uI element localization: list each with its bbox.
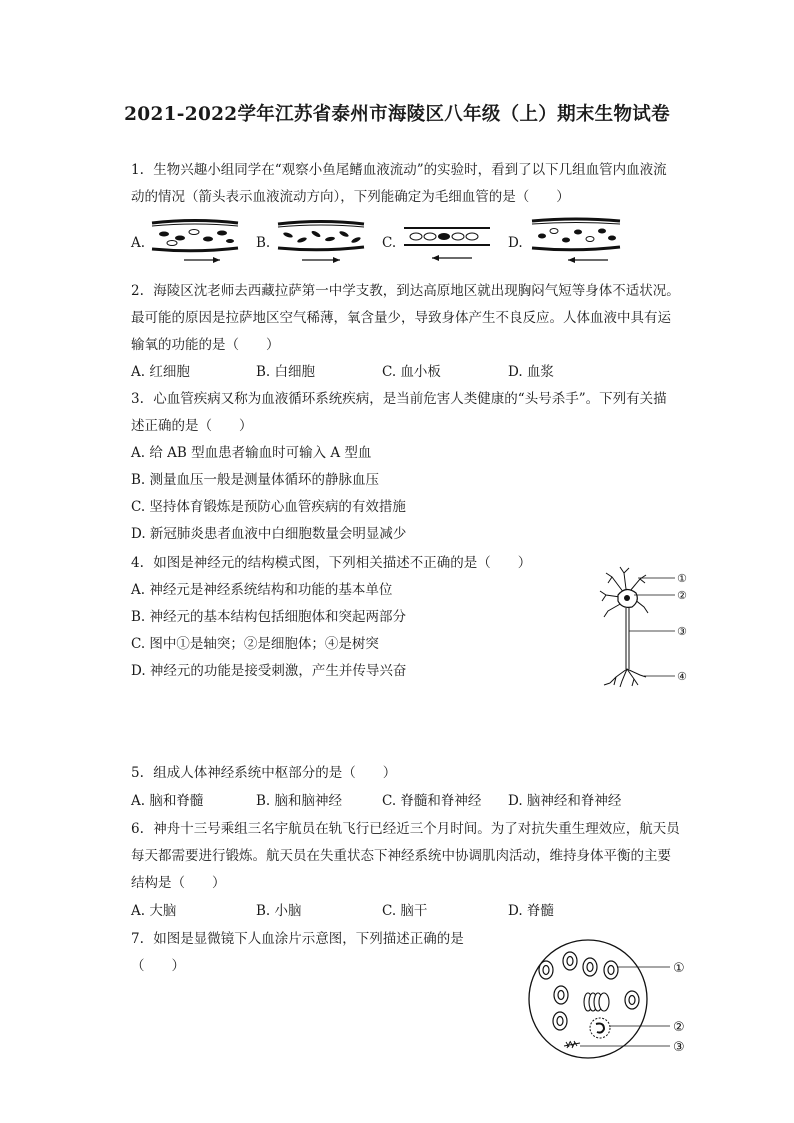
q1-line-2: 动的情况（箭头表示血液流动方向），下列能确定为毛细血管的是（ ）: [131, 189, 570, 205]
q6-line-1: 6. 神舟十三号乘组三名宇航员在轨飞行已经近三个月时间。为了对抗失重生理效应，航天员: [131, 821, 680, 837]
q2-line-1: 2. 海陵区沈老师去西藏拉萨第一中学支教，到达高原地区就出现胸闷气短等身体不适状况。: [131, 283, 680, 299]
q2-line-2: 最可能的原因是拉萨地区空气稀薄，氧含量少，导致身体产生不良反应。人体血液中具有运: [131, 310, 671, 326]
q1-vessel-c-figure: [402, 218, 492, 266]
q2-option-c: C. 血小板: [382, 364, 441, 380]
q5-option-c: C. 脊髓和脊神经: [382, 793, 482, 809]
q1-vessel-b-figure: [276, 218, 366, 266]
q3-option-b: B. 测量血压一般是测量体循环的静脉血压: [131, 472, 380, 488]
q5-option-d: D. 脑神经和脊神经: [508, 793, 622, 809]
q4-option-d: D. 神经元的功能是接受刺激，产生并传导兴奋: [131, 663, 407, 679]
q4-line-1: 4. 如图是神经元的结构模式图，下列相关描述不正确的是（ ）: [131, 555, 532, 571]
q6-option-c: C. 脑干: [382, 903, 428, 919]
q4-option-b: B. 神经元的基本结构包括细胞体和突起两部分: [131, 609, 407, 625]
q4-label-3: ③: [677, 625, 687, 638]
q5-number: 5.: [131, 765, 144, 781]
q2-line-3: 输氧的功能的是（ ）: [131, 337, 280, 353]
q7-line-1: 7. 如图是显微镜下人血涂片示意图，下列描述正确的是: [131, 931, 464, 947]
q4-label-2: ②: [677, 589, 687, 602]
q1-option-d-label: D.: [508, 235, 523, 251]
q5-option-a: A. 脑和脊髓: [131, 793, 204, 809]
q5-option-b: B. 脑和脑神经: [256, 793, 343, 809]
q1-line-1: 1. 生物兴趣小组同学在“观察小鱼尾鳍血液流动”的实验时，看到了以下几组血管内血液流: [131, 162, 667, 178]
q3-option-c: C. 坚持体育锻炼是预防心血管疾病的有效措施: [131, 499, 406, 515]
q1-vessel-a-figure: [150, 218, 240, 266]
q7-label-1: ①: [673, 961, 685, 976]
q2-option-d: D. 血浆: [508, 364, 554, 380]
q2-number: 2.: [131, 283, 144, 299]
q7-blood-smear-figure: [520, 936, 700, 1062]
q4-label-4: ④: [677, 670, 687, 683]
q6-line-2: 每天都需要进行锻炼。航天员在失重状态下神经系统中协调肌肉活动，维持身体平衡的主要: [131, 848, 671, 864]
q6-option-b: B. 小脑: [256, 903, 302, 919]
q1-option-c-label: C.: [382, 235, 397, 251]
page-title: 2021-2022学年江苏省泰州市海陵区八年级（上）期末生物试卷: [124, 104, 670, 125]
q2-option-b: B. 白细胞: [256, 364, 316, 380]
q1-option-b-label: B.: [256, 235, 271, 251]
q6-number: 6.: [131, 821, 144, 837]
q3-number: 3.: [131, 391, 144, 407]
q4-number: 4.: [131, 555, 144, 571]
q3-option-d: D. 新冠肺炎患者血液中白细胞数量会明显减少: [131, 526, 407, 542]
q1-vessel-d-figure: [530, 216, 622, 266]
q7-line-2: （ ）: [131, 958, 185, 974]
q1-option-a-label: A.: [131, 235, 146, 251]
q3-line-1: 3. 心血管疾病又称为血液循环系统疾病，是当前危害人类健康的“头号杀手”。下列有关描: [131, 391, 667, 407]
q3-option-a: A. 给 AB 型血患者输血时可输入 A 型血: [131, 445, 372, 461]
q5-line-1: 5. 组成人体神经系统中枢部分的是（ ）: [131, 765, 397, 781]
q7-label-3: ③: [673, 1040, 685, 1055]
q6-option-a: A. 大脑: [131, 903, 177, 919]
q4-neuron-figure: [598, 565, 698, 691]
q4-label-1: ①: [677, 572, 687, 585]
q7-number: 7.: [131, 931, 144, 947]
q7-label-2: ②: [673, 1020, 685, 1035]
q1-number: 1.: [131, 162, 144, 178]
q4-option-a: A. 神经元是神经系统结构和功能的基本单位: [131, 582, 393, 598]
q3-line-2: 述正确的是（ ）: [131, 418, 253, 434]
q6-line-3: 结构是（ ）: [131, 875, 226, 891]
q6-option-d: D. 脊髓: [508, 903, 554, 919]
q2-option-a: A. 红细胞: [131, 364, 190, 380]
q4-option-c: C. 图中①是轴突；②是细胞体；④是树突: [131, 636, 379, 652]
